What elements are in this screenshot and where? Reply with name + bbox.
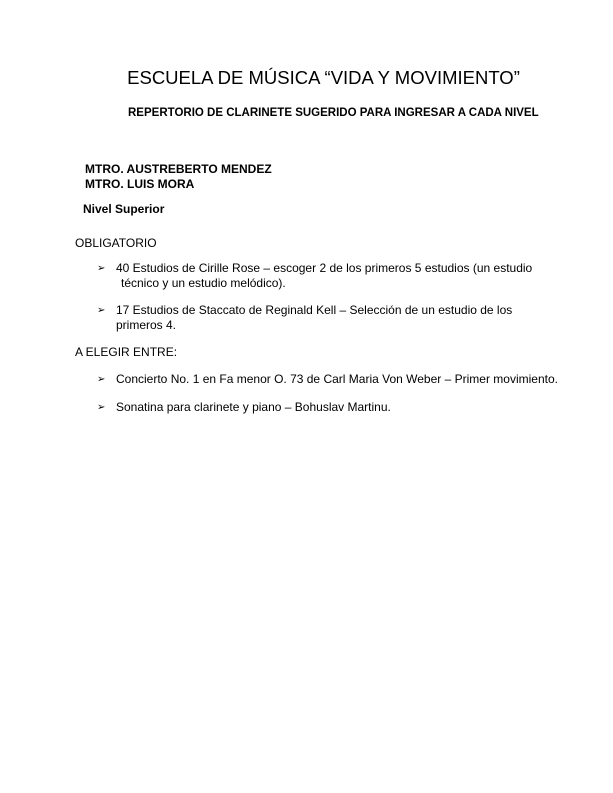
arrow-bullet-icon: ➢: [97, 402, 106, 413]
list-item-line: Concierto No. 1 en Fa menor O. 73 de Carl Maria Von Weber – Primer movimiento.: [116, 372, 558, 386]
level-label: Nivel Superior: [83, 202, 165, 216]
document-subtitle: REPERTORIO DE CLARINETE SUGERIDO PARA INGRESAR A CADA NIVEL: [128, 107, 539, 119]
list-item: [116, 372, 558, 387]
arrow-bullet-icon: ➢: [97, 305, 106, 316]
teacher-name: MTRO. AUSTREBERTO MENDEZ: [85, 162, 272, 176]
teacher-name: MTRO. LUIS MORA: [85, 177, 195, 191]
section-heading-a-elegir: A ELEGIR ENTRE:: [75, 345, 178, 359]
list-item: [116, 400, 391, 415]
list-item-line: 17 Estudios de Staccato de Reginald Kell – Selección de un estudio de los: [116, 303, 513, 317]
list-item: [116, 303, 512, 333]
section-heading-obligatorio: OBLIGATORIO: [75, 236, 157, 250]
list-item-line: Sonatina para clarinete y piano – Bohuslav Martinu.: [116, 400, 391, 414]
list-item-line: primeros 4.: [116, 318, 177, 332]
list-item-line: 40 Estudios de Cirille Rose – escoger 2 de los primeros 5 estudios (un estudio: [116, 261, 533, 275]
arrow-bullet-icon: ➢: [97, 374, 106, 385]
document-title: ESCUELA DE MÚSICA “VIDA Y MOVIMIENTO”: [127, 67, 520, 88]
list-item: [116, 261, 532, 291]
arrow-bullet-icon: ➢: [97, 263, 106, 274]
list-item-line: técnico y un estudio melódico).: [121, 276, 286, 290]
